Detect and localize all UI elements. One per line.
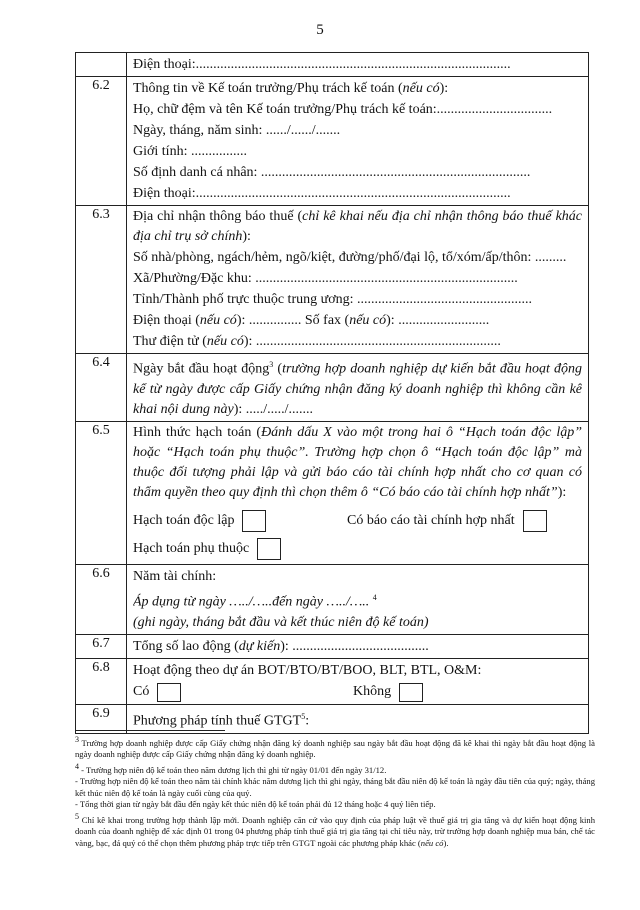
project-activity-title: Hoạt động theo dự án BOT/BTO/BT/BOO, BLT, BTL, O&M: <box>133 663 482 679</box>
footnote-4b: - Trường hợp niên độ kế toán theo năm tài chính khác năm dương lịch thì ghi ngày, tháng bắt đầu niên độ kế toán là ngày đầu tiên của quý; ngày, tháng kết thúc niên độ kế toán là ngày cuối cùng của quý. <box>75 776 595 798</box>
email-field[interactable]: Thư điện tử (nếu có): ...................................................................... <box>133 334 501 349</box>
form-table <box>75 52 589 734</box>
footnote-3: $^3$ Trường hợp doanh nghiệp được cấp Giấy chứng nhận đăng ký doanh nghiệp sau ngày bắt đầu hoạt động đã kê khai thì ngày bắt đầu hoạt động là ngày doanh nghiệp được cấp Giấy chứng nhận đăng ký doanh nghiệp. <box>75 735 595 760</box>
no-checkbox[interactable] <box>399 683 423 702</box>
page-number: 5 <box>316 22 324 38</box>
fiscal-year-title: Năm tài chính: <box>133 568 217 584</box>
accounting-form-instructions: Hình thức hạch toán (Đánh dấu X vào một trong hai ô “Hạch toán độc lập” hoặc “Hạch toán phụ thuộc”. Trường hợp chọn ô “Hạch toán độc lập” mà thuộc đối tượng phải lập và gửi báo cáo tài chính hợp nhất cho cơ quan có thẩm quyền theo quy định thì chọn thêm ô “Có báo cáo tài chính hợp nhất”): <box>133 424 582 500</box>
fiscal-year-note: (ghi ngày, tháng bắt đầu và kết thúc niên độ kế toán) <box>133 615 429 631</box>
vat-method-field[interactable]: Phương pháp tính thuế GTGT$^5$: <box>133 712 310 729</box>
province-field[interactable]: Tỉnh/Thành phố trực thuộc trung ương: .................................................. <box>133 292 532 307</box>
consolidated-checkbox[interactable] <box>523 510 547 532</box>
yes-label: Có <box>133 684 150 700</box>
independent-label: Hạch toán độc lập <box>133 512 235 528</box>
independent-checkbox[interactable] <box>242 510 266 532</box>
no-label: Không <box>353 684 392 700</box>
dependent-label: Hạch toán phụ thuộc <box>133 540 250 556</box>
row-number: 6.2 <box>76 77 127 206</box>
gender-field[interactable]: Giới tính: ................ <box>133 144 247 159</box>
start-date-field[interactable]: Ngày bắt đầu hoạt động$^3$ (trường hợp doanh nghiệp dự kiến bắt đầu hoạt động kể từ ngày được cấp Giấy chứng nhận đăng ký doanh nghiệp thì không cần kê khai nội dung này): ...../...../....... <box>133 360 582 417</box>
row-6-8 <box>76 659 589 705</box>
row-6-7 <box>76 635 589 659</box>
footnote-divider <box>75 730 225 731</box>
row-phone-continued <box>76 53 589 77</box>
footnotes <box>75 730 595 849</box>
row-number: 6.5 <box>76 421 127 564</box>
row-6-4 <box>76 354 589 422</box>
ward-field[interactable]: Xã/Phường/Đặc khu: ........................................................................... <box>133 271 518 286</box>
fiscal-year-field[interactable]: Áp dụng từ ngày …../…..đến ngày …../….. $^4$ <box>133 592 377 610</box>
employee-count-field[interactable]: Tổng số lao động (dự kiến): ....................................... <box>133 639 429 655</box>
row-number: 6.7 <box>76 635 127 659</box>
row-6-2 <box>76 77 589 206</box>
consolidated-label: Có báo cáo tài chính hợp nhất <box>347 512 515 528</box>
row-number: 6.6 <box>76 564 127 635</box>
footnote-4: $^4$ - Trường hợp niên độ kế toán theo năm dương lịch thì ghi từ ngày 01/01 đến ngày 31/12. <box>75 761 387 775</box>
footnote-4c: - Tổng thời gian từ ngày bắt đầu đến ngày kết thúc niên độ kế toán phải đủ 12 tháng hoặc 4 quý liên tiếp. <box>75 799 436 810</box>
phone-fax-field[interactable]: Điện thoại (nếu có): ............... Số fax (nếu có): .......................... <box>133 313 490 328</box>
section-title: Địa chỉ nhận thông báo thuế (chỉ kê khai nếu địa chỉ nhận thông báo thuế khác địa chỉ trụ sở chính): <box>133 209 582 244</box>
phone-field[interactable]: Điện thoại:.......................................................................................... <box>133 57 511 72</box>
row-6-3 <box>76 206 589 354</box>
row-number: 6.4 <box>76 354 127 422</box>
accountant-phone-field[interactable]: Điện thoại:.......................................................................................... <box>133 186 511 201</box>
accountant-name-field[interactable]: Họ, chữ đệm và tên Kế toán trưởng/Phụ trách kế toán:................................. <box>133 102 553 117</box>
dob-field[interactable]: Ngày, tháng, năm sinh: ....../....../....... <box>133 123 341 138</box>
row-number: 6.9 <box>76 705 127 734</box>
personal-id-field[interactable]: Số định danh cá nhân: ............................................................................. <box>133 165 531 180</box>
section-title: Thông tin về Kế toán trưởng/Phụ trách kế toán (nếu có): <box>133 81 449 96</box>
yes-checkbox[interactable] <box>157 683 181 702</box>
row-6-6 <box>76 564 589 635</box>
row-number: 6.3 <box>76 206 127 354</box>
footnote-5: $^5$ Chỉ kê khai trong trường hợp thành lập mới. Doanh nghiệp căn cứ vào quy định của pháp luật về thuế giá trị gia tăng và dự kiến hoạt động kinh doanh của doanh nghiệp để xác định 01 trong 04 phương pháp tính thuế giá trị gia tăng tại chỉ tiêu này, trừ trường hợp doanh nghiệp mua bán, chế tác vàng, bạc, đá quý có thể chọn thêm phương pháp trực tiếp trên GTGT ngoài các phương pháp khác (nếu có). <box>75 811 595 848</box>
row-number: 6.8 <box>76 659 127 705</box>
dependent-checkbox[interactable] <box>257 538 281 560</box>
row-6-5 <box>76 421 589 564</box>
street-field[interactable]: Số nhà/phòng, ngách/hẻm, ngõ/kiệt, đường/phố/đại lộ, tổ/xóm/ấp/thôn: ......... <box>133 250 567 265</box>
